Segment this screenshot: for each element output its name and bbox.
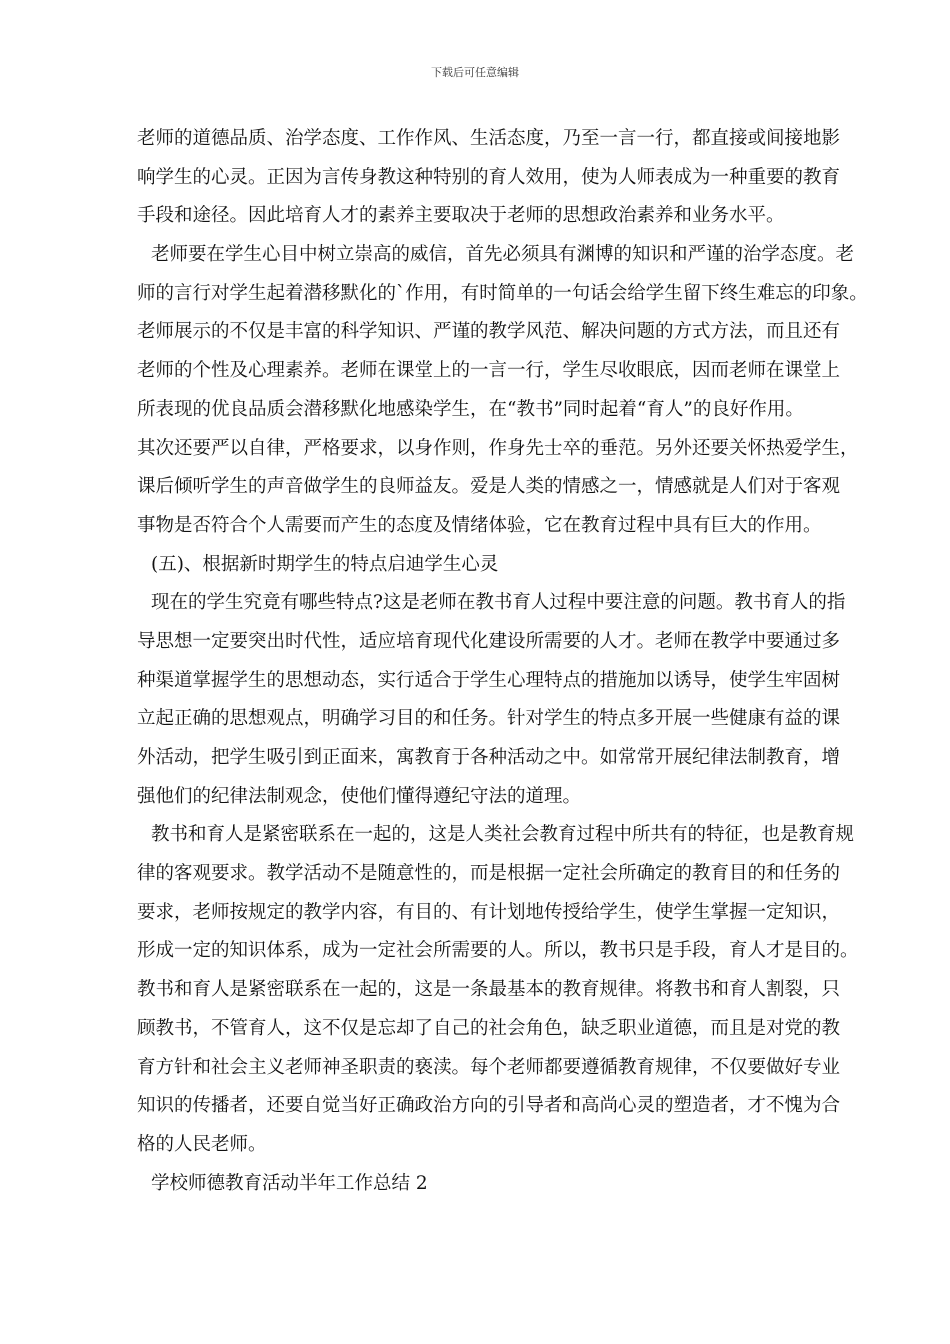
text-line: 要求，老师按规定的教学内容，有目的、有计划地传授给学生，使学生掌握一定知识， <box>137 901 841 923</box>
text-line: 现在的学生究竟有哪些特点?这是老师在教书育人过程中要注意的问题。教书育人的指 <box>151 592 846 614</box>
text-line: 外活动，把学生吸引到正面来，寓教育于各种活动之中。如常常开展纪律法制教育，增 <box>137 747 841 768</box>
text-line: 事物是否符合个人需要而产生的态度及情绪体验，它在教育过程中具有巨大的作用。 <box>137 514 822 536</box>
text-line: 知识的传播者，还要自觉当好正确政治方向的引导者和高尚心灵的塑造者，才不愧为合 <box>137 1095 841 1117</box>
text-line: 强他们的纪律法制观念，使他们懂得遵纪守法的道理。 <box>137 785 582 807</box>
text-line: 老师的道德品质、治学态度、工作作风、生活态度，乃至一言一行，都直接或间接地影 <box>137 128 841 149</box>
page-header: 下载后可任意编辑 <box>431 66 519 79</box>
document-body <box>137 120 887 1203</box>
text-line: 立起正确的思想观点，明确学习目的和任务。针对学生的特点多开展一些健康有益的课 <box>137 708 841 730</box>
text-line: 顾教书，不管育人，这不仅是忘却了自己的社会角色，缺乏职业道德，而且是对党的教 <box>137 1017 841 1039</box>
text-line: 手段和途径。因此培育人才的素养主要取决于老师的思想政治素养和业务水平。 <box>137 205 785 227</box>
text-line: 所表现的优良品质会潜移默化地感染学生，在“教书”同时起着“育人”的良好作用。 <box>137 398 804 420</box>
text-line: 导思想一定要突出时代性，适应培育现代化建设所需要的人才。老师在教学中要通过多 <box>137 630 841 652</box>
text-line: 律的客观要求。教学活动不是随意性的，而是根据一定社会所确定的教育目的和任务的 <box>137 863 841 885</box>
text-line: 其次还要严以自律，严格要求，以身作则，作身先士卒的垂范。另外还要关怀热爱学生， <box>137 437 859 459</box>
text-line: 格的人民老师。 <box>137 1133 267 1155</box>
text-line: 课后倾听学生的声音做学生的良师益友。爱是人类的情感之一，情感就是人们对于客观 <box>137 476 841 498</box>
text-line: 形成一定的知识体系，成为一定社会所需要的人。所以，教书只是手段，育人才是目的。 <box>137 940 859 962</box>
text-line: 教书和育人是紧密联系在一起的，这是人类社会教育过程中所共有的特征，也是教育规 <box>151 824 855 846</box>
text-line: 师的言行对学生起着潜移默化的`作用，有时简单的一句话会给学生留下终生难忘的印象。 <box>137 282 868 304</box>
text-line: 老师的个性及心理素养。老师在课堂上的一言一行，学生尽收眼底，因而老师在课堂上 <box>137 360 841 382</box>
text-line: 学校师德教育活动半年工作总结 2 <box>151 1172 428 1194</box>
text-line: 响学生的心灵。正因为言传身教这种特别的育人效用，使为人师表成为一种重要的教育 <box>137 166 841 188</box>
text-line: (五)、根据新时期学生的特点启迪学生心灵 <box>151 553 499 575</box>
text-line: 教书和育人是紧密联系在一起的，这是一条最基本的教育规律。将教书和育人割裂，只 <box>137 979 841 1001</box>
text-line: 老师要在学生心目中树立崇高的威信，首先必须具有渊博的知识和严谨的治学态度。老 <box>151 244 855 266</box>
text-line: 种渠道掌握学生的思想动态，实行适合于学生心理特点的措施加以诱导，使学生牢固树 <box>137 669 841 691</box>
text-line: 老师展示的不仅是丰富的科学知识、严谨的教学风范、解决问题的方式方法，而且还有 <box>137 321 841 343</box>
text-line: 育方针和社会主义老师神圣职责的亵渎。每个老师都要遵循教育规律，不仅要做好专业 <box>137 1056 841 1078</box>
